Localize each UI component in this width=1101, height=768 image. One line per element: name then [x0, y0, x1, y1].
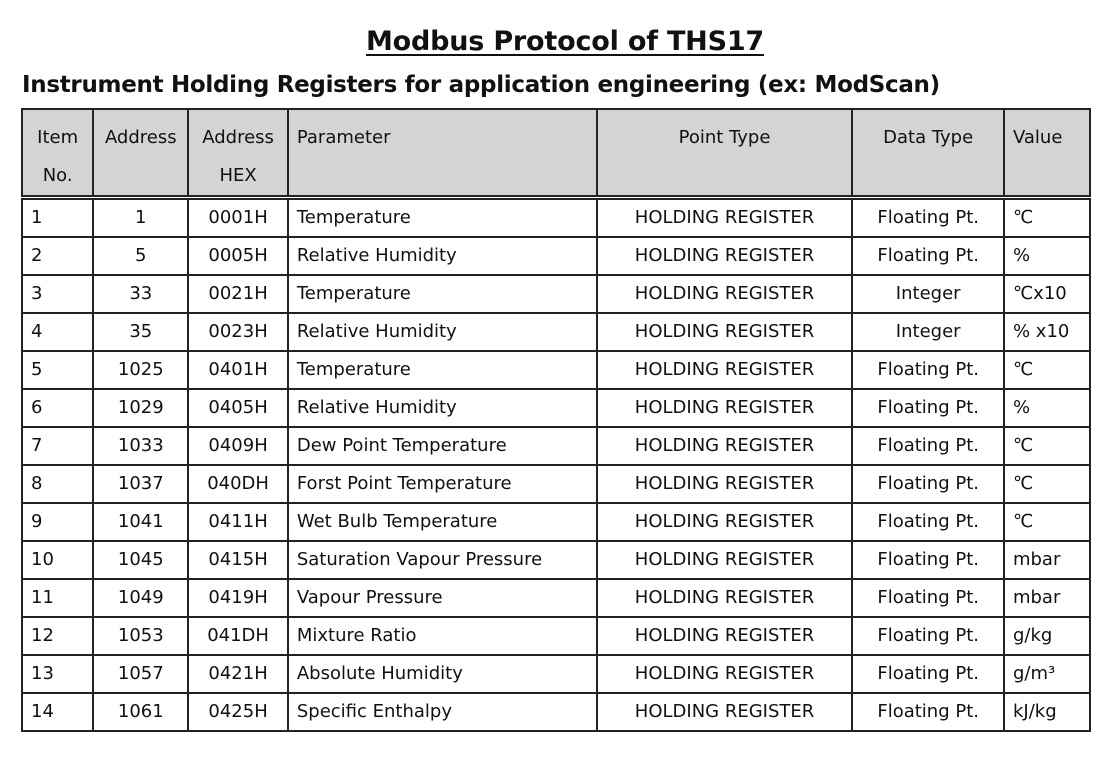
cell-data-type: Floating Pt. — [852, 427, 1004, 465]
table-row — [22, 313, 1090, 351]
cell-point-type: HOLDING REGISTER — [597, 503, 853, 541]
table-row — [22, 541, 1090, 579]
cell-value: % — [1004, 389, 1090, 427]
table-row — [22, 693, 1090, 731]
cell-value: g/kg — [1004, 617, 1090, 655]
cell-data-type: Floating Pt. — [852, 693, 1004, 731]
cell-data-type: Floating Pt. — [852, 465, 1004, 503]
table-body — [22, 198, 1090, 732]
cell-address: 1037 — [93, 465, 188, 503]
cell-point-type: HOLDING REGISTER — [597, 465, 853, 503]
cell-item-no: 2 — [22, 237, 93, 275]
cell-value: mbar — [1004, 579, 1090, 617]
cell-value: ℃ — [1004, 465, 1090, 503]
cell-parameter: Vapour Pressure — [288, 579, 597, 617]
cell-data-type: Floating Pt. — [852, 503, 1004, 541]
cell-data-type: Floating Pt. — [852, 198, 1004, 238]
header-address-hex-line1: Address — [202, 127, 274, 148]
cell-value: kJ/kg — [1004, 693, 1090, 731]
cell-point-type: HOLDING REGISTER — [597, 541, 853, 579]
cell-address: 1045 — [93, 541, 188, 579]
cell-data-type: Floating Pt. — [852, 617, 1004, 655]
cell-address: 35 — [93, 313, 188, 351]
table-row — [22, 465, 1090, 503]
table-row — [22, 503, 1090, 541]
table-row — [22, 275, 1090, 313]
header-parameter: Parameter — [288, 109, 597, 198]
cell-point-type: HOLDING REGISTER — [597, 313, 853, 351]
cell-item-no: 9 — [22, 503, 93, 541]
cell-address: 5 — [93, 237, 188, 275]
table-row — [22, 198, 1090, 238]
cell-value: % x10 — [1004, 313, 1090, 351]
cell-address: 1057 — [93, 655, 188, 693]
cell-parameter: Saturation Vapour Pressure — [288, 541, 597, 579]
cell-address-hex: 0419H — [188, 579, 288, 617]
cell-parameter: Relative Humidity — [288, 237, 597, 275]
cell-data-type: Floating Pt. — [852, 351, 1004, 389]
cell-item-no: 10 — [22, 541, 93, 579]
table-row — [22, 351, 1090, 389]
table-row — [22, 237, 1090, 275]
header-value: Value — [1004, 109, 1090, 198]
cell-address-hex: 0001H — [188, 198, 288, 238]
header-item-no — [22, 109, 93, 198]
cell-address: 1025 — [93, 351, 188, 389]
cell-data-type: Integer — [852, 313, 1004, 351]
cell-point-type: HOLDING REGISTER — [597, 693, 853, 731]
header-row — [22, 109, 1090, 198]
table-row — [22, 617, 1090, 655]
cell-address-hex: 0421H — [188, 655, 288, 693]
header-address-hex-line2: HEX — [219, 165, 257, 186]
cell-parameter: Mixture Ratio — [288, 617, 597, 655]
cell-item-no: 3 — [22, 275, 93, 313]
cell-parameter: Wet Bulb Temperature — [288, 503, 597, 541]
header-address: Address — [93, 109, 188, 198]
cell-address: 1041 — [93, 503, 188, 541]
cell-address: 1029 — [93, 389, 188, 427]
cell-item-no: 7 — [22, 427, 93, 465]
cell-parameter: Specific Enthalpy — [288, 693, 597, 731]
cell-item-no: 4 — [22, 313, 93, 351]
cell-address: 1061 — [93, 693, 188, 731]
cell-address-hex: 0409H — [188, 427, 288, 465]
cell-point-type: HOLDING REGISTER — [597, 275, 853, 313]
document-subtitle: Instrument Holding Registers for application engineering (ex: ModScan) — [22, 72, 940, 98]
cell-data-type: Floating Pt. — [852, 579, 1004, 617]
table-row — [22, 389, 1090, 427]
cell-address-hex: 0005H — [188, 237, 288, 275]
table-row — [22, 579, 1090, 617]
cell-value: ℃ — [1004, 198, 1090, 238]
cell-parameter: Forst Point Temperature — [288, 465, 597, 503]
cell-point-type: HOLDING REGISTER — [597, 427, 853, 465]
header-item-line1: Item — [37, 127, 79, 148]
cell-value: g/m³ — [1004, 655, 1090, 693]
cell-point-type: HOLDING REGISTER — [597, 617, 853, 655]
table-row — [22, 427, 1090, 465]
cell-value: ℃ — [1004, 503, 1090, 541]
cell-item-no: 11 — [22, 579, 93, 617]
cell-point-type: HOLDING REGISTER — [597, 655, 853, 693]
cell-value: mbar — [1004, 541, 1090, 579]
cell-parameter: Temperature — [288, 275, 597, 313]
cell-address-hex: 0023H — [188, 313, 288, 351]
cell-address-hex: 0405H — [188, 389, 288, 427]
cell-data-type: Integer — [852, 275, 1004, 313]
header-address-hex — [188, 109, 288, 198]
cell-item-no: 6 — [22, 389, 93, 427]
table-row — [22, 655, 1090, 693]
cell-address: 1053 — [93, 617, 188, 655]
cell-item-no: 5 — [22, 351, 93, 389]
cell-item-no: 8 — [22, 465, 93, 503]
cell-point-type: HOLDING REGISTER — [597, 198, 853, 238]
cell-address-hex: 0021H — [188, 275, 288, 313]
cell-address-hex: 040DH — [188, 465, 288, 503]
cell-address: 33 — [93, 275, 188, 313]
holding-registers-table — [21, 108, 1091, 732]
cell-value: % — [1004, 237, 1090, 275]
cell-point-type: HOLDING REGISTER — [597, 351, 853, 389]
cell-address-hex: 0401H — [188, 351, 288, 389]
header-data-type: Data Type — [852, 109, 1004, 198]
cell-item-no: 12 — [22, 617, 93, 655]
cell-parameter: Absolute Humidity — [288, 655, 597, 693]
cell-item-no: 1 — [22, 198, 93, 238]
document-title: Modbus Protocol of THS17 — [365, 26, 764, 57]
cell-parameter: Dew Point Temperature — [288, 427, 597, 465]
cell-data-type: Floating Pt. — [852, 541, 1004, 579]
cell-data-type: Floating Pt. — [852, 655, 1004, 693]
cell-parameter: Relative Humidity — [288, 313, 597, 351]
table-header — [22, 109, 1090, 198]
cell-address-hex: 0411H — [188, 503, 288, 541]
header-item-line2: No. — [42, 165, 73, 186]
cell-value: ℃x10 — [1004, 275, 1090, 313]
cell-item-no: 13 — [22, 655, 93, 693]
cell-data-type: Floating Pt. — [852, 237, 1004, 275]
cell-point-type: HOLDING REGISTER — [597, 579, 853, 617]
cell-point-type: HOLDING REGISTER — [597, 389, 853, 427]
cell-parameter: Relative Humidity — [288, 389, 597, 427]
header-point-type: Point Type — [597, 109, 853, 198]
cell-parameter: Temperature — [288, 351, 597, 389]
cell-address: 1 — [93, 198, 188, 238]
cell-address-hex: 041DH — [188, 617, 288, 655]
cell-data-type: Floating Pt. — [852, 389, 1004, 427]
cell-parameter: Temperature — [288, 198, 597, 238]
cell-address-hex: 0425H — [188, 693, 288, 731]
cell-value: ℃ — [1004, 351, 1090, 389]
cell-address-hex: 0415H — [188, 541, 288, 579]
cell-value: ℃ — [1004, 427, 1090, 465]
cell-item-no: 14 — [22, 693, 93, 731]
cell-address: 1049 — [93, 579, 188, 617]
cell-point-type: HOLDING REGISTER — [597, 237, 853, 275]
cell-address: 1033 — [93, 427, 188, 465]
